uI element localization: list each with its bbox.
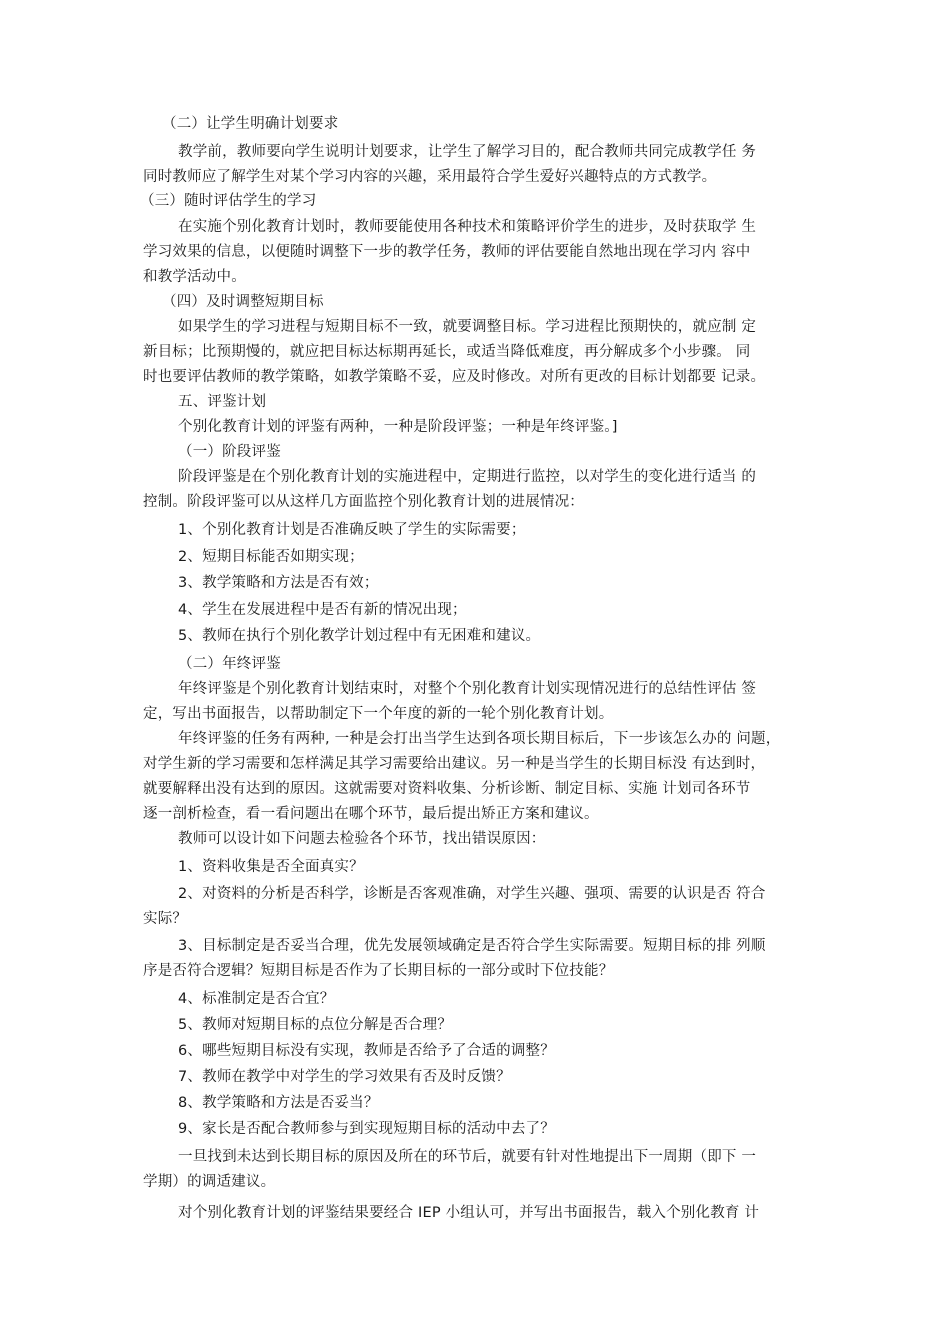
paragraph-line: 在实施个别化教育计划时，教师要能使用各种技术和策略评价学生的进步，及时获取学 生 [178, 219, 757, 235]
paragraph-line: 控制。阶段评鉴可以从这样几方面监控个别化教育计划的进展情况： [143, 494, 584, 510]
paragraph-line: 对学生新的学习需要和怎样满足其学习需要给出建议。另一种是当学生的长期目标没 有达到时， [143, 756, 766, 772]
list-item: 4、标准制定是否合宜？ [178, 991, 335, 1007]
list-item: 3、目标制定是否妥当合理，优先发展领域确定是否符合学生实际需要。短期目标的排 列顺 [178, 938, 766, 954]
paragraph-line: 定，写出书面报告，以帮助制定下一个年度的新的一轮个别化教育计划。 [143, 706, 614, 722]
list-item: 3、教学策略和方法是否有效； [178, 575, 379, 591]
list-item: 6、哪些短期目标没有实现，教师是否给予了合适的调整？ [178, 1043, 555, 1059]
list-item: 7、教师在教学中对学生的学习效果有否及时反馈？ [178, 1069, 511, 1085]
list-item: 5、教师对短期目标的点位分解是否合理？ [178, 1017, 453, 1033]
paragraph-line: 时也要评估教师的教学策略，如教学策略不妥，应及时修改。对所有更改的目标计划都要 记录。 [143, 369, 766, 385]
list-item: 8、教学策略和方法是否妥当？ [178, 1095, 379, 1111]
paragraph-line: 年终评鉴的任务有两种, 一种是会打出当学生达到各项长期目标后，下一步该怎么办的 问题， [178, 731, 781, 747]
paragraph-line: 就要解释出没有达到的原因。这就需要对资料收集、分析诊断、制定目标、实施 计划司各环节 [143, 781, 751, 797]
list-item: 9、家长是否配合教师参与到实现短期目标的活动中去了？ [178, 1121, 555, 1137]
paragraph-line: 一旦找到未达到长期目标的原因及所在的环节后，就要有针对性地提出下一周期（即下 一 [178, 1149, 757, 1165]
paragraph-line: 个别化教育计划的评鉴有两种，一种是阶段评鉴；一种是年终评鉴。] [178, 419, 618, 435]
paragraph-line: 新目标；比预期慢的，就应把目标达标期再延长，或适当降低难度，再分解成多个小步骤。 同 [143, 344, 751, 360]
paragraph-line: 序是否符合逻辑？短期目标是否作为了长期目标的一部分或时下位技能？ [143, 963, 614, 979]
heading-evaluate-plan: 五、评鉴计划 [178, 394, 267, 410]
heading-adjust-short-term-goals: （四）及时调整短期目标 [162, 294, 324, 310]
paragraph-line: 阶段评鉴是在个别化教育计划的实施进程中，定期进行监控，以对学生的变化进行适当 的 [178, 469, 757, 485]
heading-annual-evaluation: （二）年终评鉴 [178, 656, 281, 672]
paragraph-line: 对个别化教育计划的评鉴结果要经合 IEP 小组认可，并写出书面报告，载入个别化教育 计 [178, 1205, 760, 1221]
list-item: 2、对资料的分析是否科学，诊断是否客观准确，对学生兴趣、强项、需要的认识是否 符合 [178, 886, 766, 902]
heading-assess-learning: （三）随时评估学生的学习 [140, 193, 317, 209]
heading-stage-evaluation: （一）阶段评鉴 [178, 444, 281, 460]
paragraph-line: 教学前，教师要向学生说明计划要求，让学生了解学习目的，配合教师共同完成教学任 务 [178, 144, 757, 160]
heading-clarify-requirements: （二）让学生明确计划要求 [162, 116, 339, 132]
paragraph-line: 年终评鉴是个别化教育计划结束时，对整个个别化教育计划实现情况进行的总结性评估 签 [178, 681, 757, 697]
paragraph-line: 学期）的调适建议。 [143, 1174, 276, 1190]
paragraph-line: 同时教师应了解学生对某个学习内容的兴趣，采用最符合学生爱好兴趣特点的方式教学。 [143, 169, 717, 185]
paragraph-line: 学习效果的信息，以便随时调整下一步的教学任务，教师的评估要能自然地出现在学习内 容中 [143, 244, 751, 260]
paragraph-line: 教师可以设计如下问题去检验各个环节，找出错误原因： [178, 831, 546, 847]
paragraph-line: 逐一剖析检查，看一看问题出在哪个环节，最后提出矫正方案和建议。 [143, 806, 599, 822]
list-item: 2、短期目标能否如期实现； [178, 549, 364, 565]
list-item: 4、学生在发展进程中是否有新的情况出现； [178, 602, 467, 618]
list-item: 5、教师在执行个别化教学计划过程中有无困难和建议。 [178, 628, 541, 644]
list-item: 1、资料收集是否全面真实？ [178, 859, 364, 875]
paragraph-line: 和教学活动中。 [143, 269, 246, 285]
paragraph-line: 实际？ [143, 911, 188, 927]
list-item: 1、个别化教育计划是否准确反映了学生的实际需要； [178, 522, 526, 538]
paragraph-line: 如果学生的学习进程与短期目标不一致，就要调整目标。学习进程比预期快的，就应制 定 [178, 319, 757, 335]
